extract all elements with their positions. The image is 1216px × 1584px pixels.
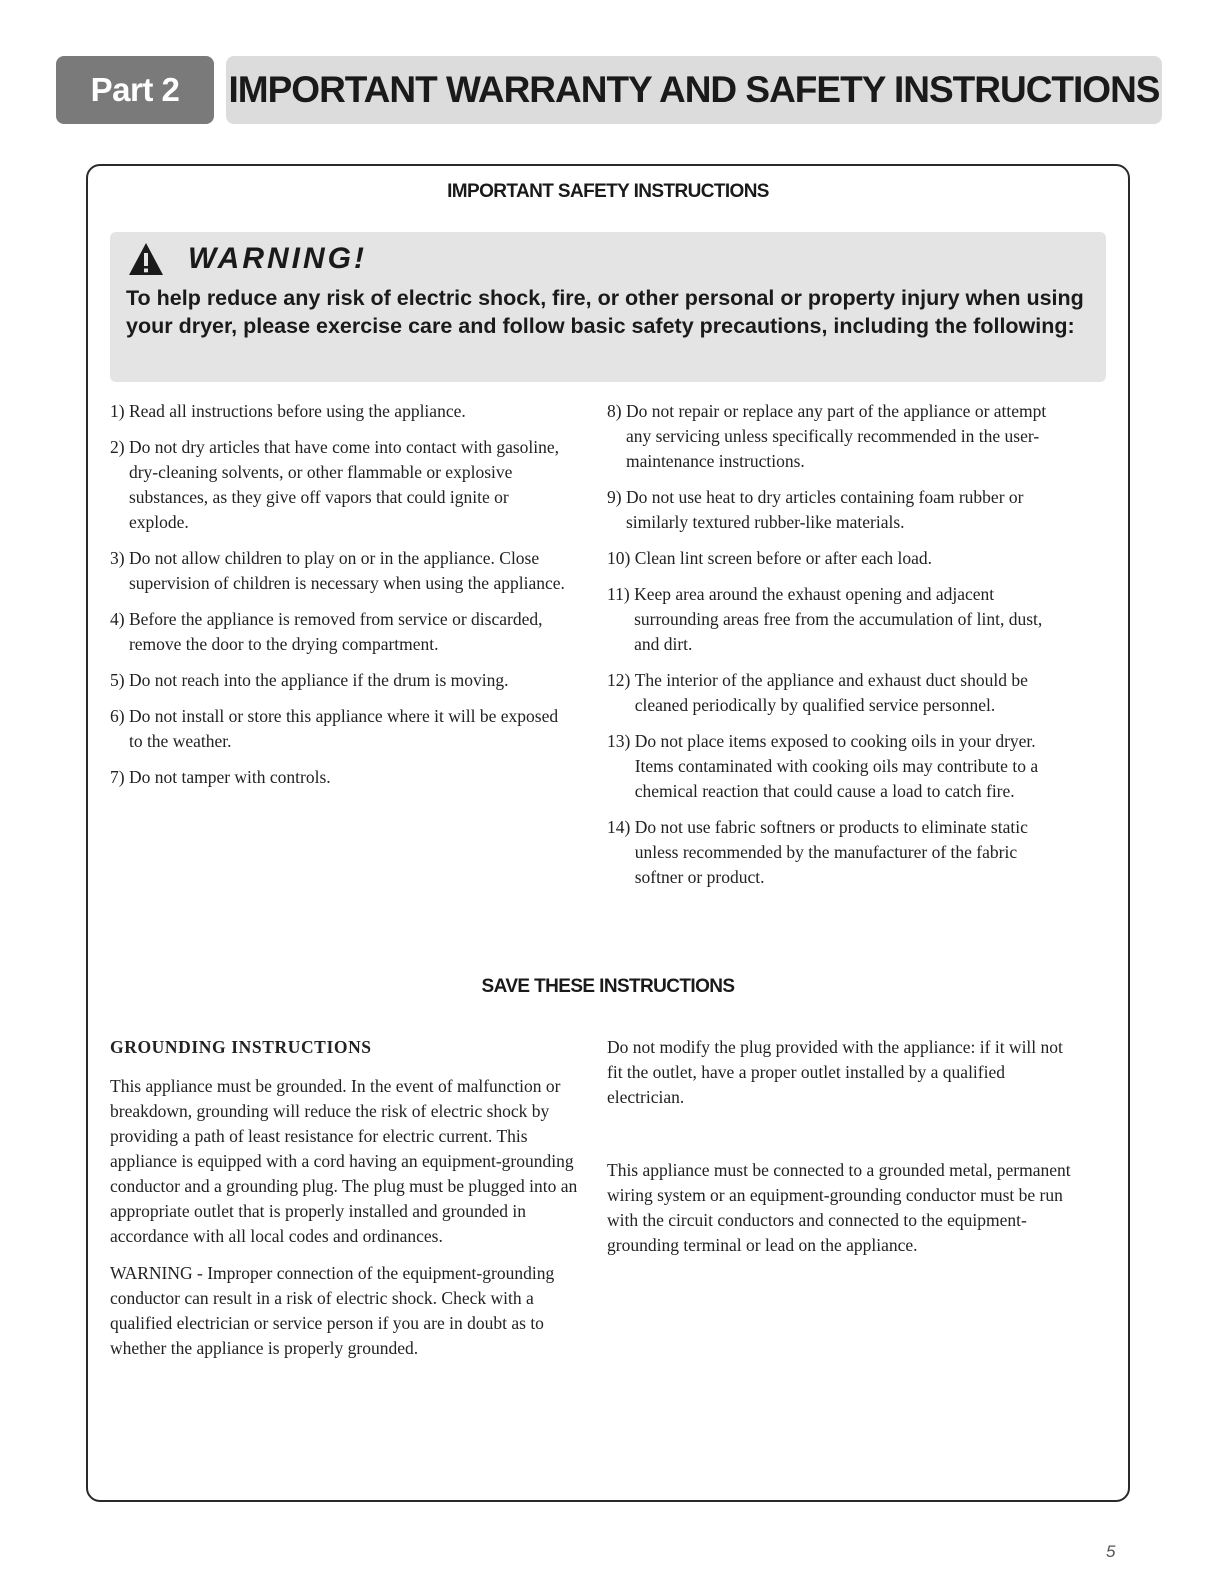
instruction-number: 3) [110,548,129,568]
instructions-left-column [110,399,572,801]
instruction-item [110,607,572,657]
instruction-text: Clean lint screen before or after each load. [634,548,933,568]
grounding-warning-paragraph: WARNING - Improper connection of the equipment-grounding conductor can result in a risk of electric shock. Check with a qualified electrician or service person if you are in doubt as to whether the appliance is properly grounded. [110,1263,555,1358]
instruction-text: Read all instructions before using the appliance. [128,401,466,421]
instruction-number: 12) [607,670,635,690]
plug-paragraph: Do not modify the plug provided with the appliance: if it will not fit the outlet, have a proper outlet installed by a qualified electrician. [607,1037,1063,1107]
instruction-text: Before the appliance is removed from service or discarded, remove the door to the drying compartment. [128,609,543,654]
instruction-item [607,668,1069,718]
instruction-number: 13) [607,731,635,751]
warning-label: WARNING! [188,242,367,275]
instruction-item [110,765,572,790]
instruction-item [110,704,572,754]
instruction-number: 6) [110,706,129,726]
instruction-text: Keep area around the exhaust opening and adjacent surrounding areas free from the accumulation of lint, dust, and dirt. [634,584,1043,654]
instruction-text: Do not reach into the appliance if the drum is moving. [128,670,509,690]
instruction-item [607,399,1069,474]
instruction-item [607,546,1069,571]
warning-box [110,232,1106,382]
instruction-text: Do not install or store this appliance where it will be exposed to the weather. [128,706,559,751]
page-number: 5 [1106,1542,1116,1561]
grounding-right-column [607,1035,1072,1270]
instruction-number: 7) [110,767,129,787]
instruction-text: Do not use heat to dry articles containing foam rubber or similarly textured rubber-like materials. [625,487,1024,532]
instruction-number: 11) [607,584,635,604]
instruction-text: Do not allow children to play on or in the appliance. Close supervision of children is necessary when using the appliance. [128,548,565,593]
grounding-paragraph: This appliance must be grounded. In the event of malfunction or breakdown, grounding will reduce the risk of electric shock by providing a path of least resistance for electric current. This appliance is equipped with a cord having an equipment-grounding conductor and a grounding plug. The plug must be plugged into an appropriate outlet that is properly installed and grounded in accordance with all local codes and ordinances. [110,1076,578,1246]
instructions-right-column [607,399,1069,901]
instruction-text: Do not dry articles that have come into contact with gasoline, dry-cleaning solvents, or other flammable or explosive substances, as they give off vapors that could ignite or explode. [128,437,560,532]
instruction-item [110,668,572,693]
instruction-item [110,435,572,535]
instruction-text: Do not repair or replace any part of the appliance or attempt any servicing unless specifically recommended in the user-maintenance instructions. [625,401,1047,471]
instruction-item [110,399,572,424]
safety-heading: IMPORTANT SAFETY INSTRUCTIONS [447,181,769,202]
instruction-text: Do not tamper with controls. [128,767,331,787]
warning-title [128,242,367,276]
warning-triangle-icon [128,242,164,276]
instruction-item [607,729,1069,804]
instruction-number: 9) [607,487,626,507]
instruction-item [607,815,1069,890]
instruction-item [110,546,572,596]
save-instructions-heading: SAVE THESE INSTRUCTIONS [481,976,735,997]
grounding-left-column [110,1035,580,1373]
instruction-text: Do not use fabric softners or products to eliminate static unless recommended by the manufacturer of the fabric softner or product. [634,817,1028,887]
grounding-heading: GROUNDING INSTRUCTIONS [110,1037,372,1057]
wiring-paragraph: This appliance must be connected to a grounded metal, permanent wiring system or an equipment-grounding conductor must be run with the circuit conductors and connected to the equipment-grounding terminal or lead on the appliance. [607,1160,1071,1255]
instruction-number: 5) [110,670,129,690]
warning-text: To help reduce any risk of electric shock, fire, or other personal or property injury when using your dryer, please exercise care and follow basic safety precautions, including the following: [126,286,1084,338]
instruction-number: 8) [607,401,626,421]
part-tab: Part 2 [56,56,214,124]
instruction-number: 1) [110,401,129,421]
instruction-item [607,582,1069,657]
instruction-number: 10) [607,548,635,568]
instruction-number: 4) [110,609,129,629]
instruction-text: The interior of the appliance and exhaust duct should be cleaned periodically by qualified service personnel. [634,670,1028,715]
page-title: IMPORTANT WARRANTY AND SAFETY INSTRUCTIONS [226,56,1162,124]
instruction-number: 2) [110,437,129,457]
instruction-text: Do not place items exposed to cooking oils in your dryer. Items contaminated with cooking oils may contribute to a chemical reaction that could cause a load to catch fire. [634,731,1039,801]
instruction-number: 14) [607,817,635,837]
instruction-item [607,485,1069,535]
